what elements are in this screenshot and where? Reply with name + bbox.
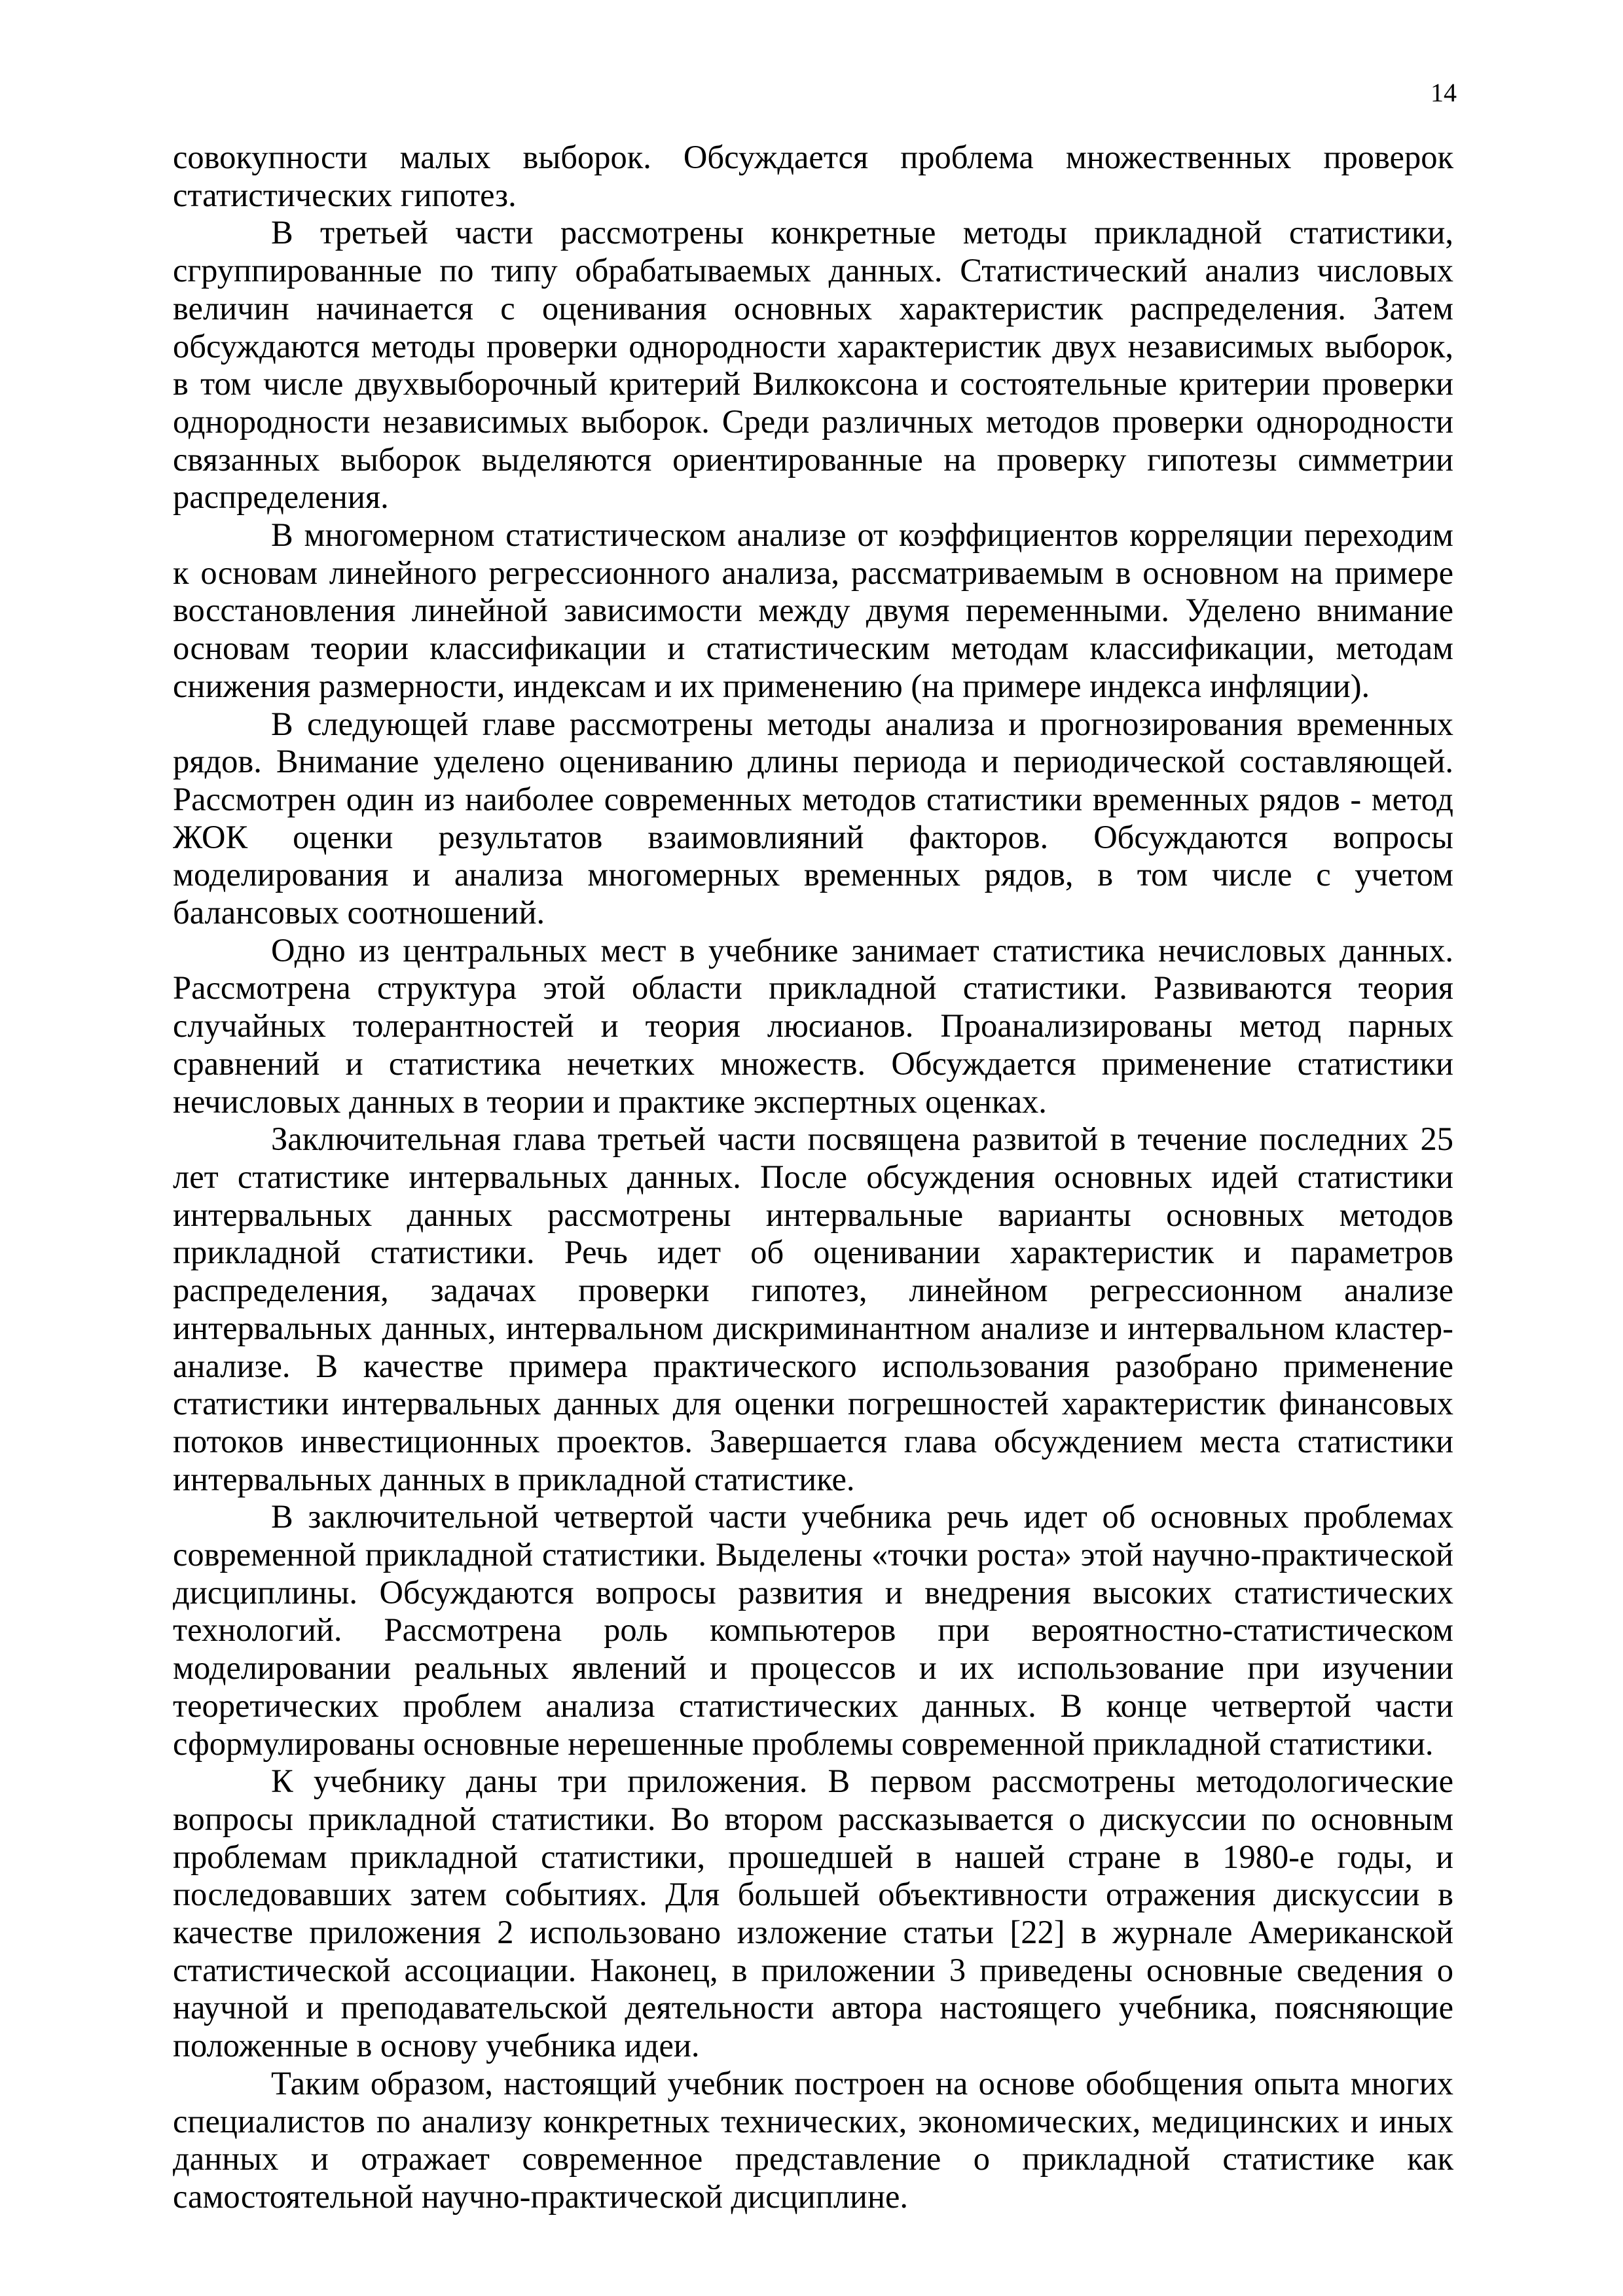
paragraph-part-four: В заключительной четвертой части учебника речь идет об основных проблемах современной прикладной статистики. Выделены «точки роста» этой научно-практической дисциплины. Обсуждаются вопросы развития и внедрения высоких статистических технологий. Рассмотрена роль компьютеров при вероятностно-статистическом моделировании реальных явлений и процессов и их использование при изучении теоретических проблем анализа статистических данных. В конце четвертой части сформулированы основные нерешенные проблемы современной прикладной статистики. bbox=[173, 1498, 1453, 1762]
paragraph-time-series: В следующей главе рассмотрены методы анализа и прогнозирования временных рядов. Внимание уделено оцениванию длины периода и периодической составляющей. Рассмотрен один из наиболее современных методов статистики временных рядов - метод ЖОК оценки результатов взаимовлияний факторов. Обсуждаются вопросы моделирования и анализа многомерных временных рядов, в том числе с учетом балансовых соотношений. bbox=[173, 705, 1453, 931]
paragraph-nonnumeric-data: Одно из центральных мест в учебнике занимает статистика нечисловых данных. Рассмотрена структура этой области прикладной статистики. Развиваются теория случайных толерантностей и теория люсианов. Проанализированы метод парных сравнений и статистика нечетких множеств. Обсуждается применение статистики нечисловых данных в теории и практике экспертных оценках. bbox=[173, 931, 1453, 1120]
paragraph-multivariate-analysis: В многомерном статистическом анализе от коэффициентов корреляции переходим к основам линейного регрессионного анализа, рассматриваемым в основном на примере восстановления линейной зависимости между двумя переменными. Уделено внимание основам теории классификации и статистическим методам классификации, методам снижения размерности, индексам и их применению (на примере индекса инфляции). bbox=[173, 516, 1453, 704]
paragraph-conclusion: Таким образом, настоящий учебник построен на основе обобщения опыта многих специалистов по анализу конкретных технических, экономических, медицинских и иных данных и отражает современное представление о прикладной статистике как самостоятельной научно-практической дисциплине. bbox=[173, 2064, 1453, 2215]
body-text bbox=[173, 139, 1453, 2216]
paragraph-part-three-overview: В третьей части рассмотрены конкретные методы прикладной статистики, сгруппированные по типу обрабатываемых данных. Статистический анализ числовых величин начинается с оценивания основных характеристик распределения. Затем обсуждаются методы проверки однородности характеристик двух независимых выборок, в том числе двухвыборочный критерий Вилкоксона и состоятельные критерии проверки однородности независимых выборок. Среди различных методов проверки однородности связанных выборок выделяются ориентированные на проверку гипотезы симметрии распределения. bbox=[173, 214, 1453, 516]
paragraph-interval-data: Заключительная глава третьей части посвящена развитой в течение последних 25 лет статистике интервальных данных. После обсуждения основных идей статистики интервальных данных рассмотрены интервальные варианты основных методов прикладной статистики. Речь идет об оценивании характеристик и параметров распределения, задачах проверки гипотез, линейном регрессионном анализе интервальных данных, интервальном дискриминантном анализе и интервальном кластер-анализе. В качестве примера практического использования разобрано применение статистики интервальных данных для оценки погрешностей характеристик финансовых потоков инвестиционных проектов. Завершается глава обсуждением места статистики интервальных данных в прикладной статистике. bbox=[173, 1121, 1453, 1498]
paragraph-appendices: К учебнику даны три приложения. В первом рассмотрены методологические вопросы прикладной статистики. Во втором рассказывается о дискуссии по основным проблемам прикладной статистики, прошедшей в нашей стране в 1980-е годы, и последовавших затем событиях. Для большей объективности отражения дискуссии в качестве приложения 2 использовано изложение статьи [22] в журнале Американской статистической ассоциации. Наконец, в приложении 3 приведены основные сведения о научной и преподавательской деятельности автора настоящего учебника, поясняющие положенные в основу учебника идеи. bbox=[173, 1763, 1453, 2064]
page-number: 14 bbox=[1431, 78, 1457, 107]
paragraph-continuation: совокупности малых выборок. Обсуждается проблема множественных проверок статистических гипотез. bbox=[173, 139, 1453, 213]
